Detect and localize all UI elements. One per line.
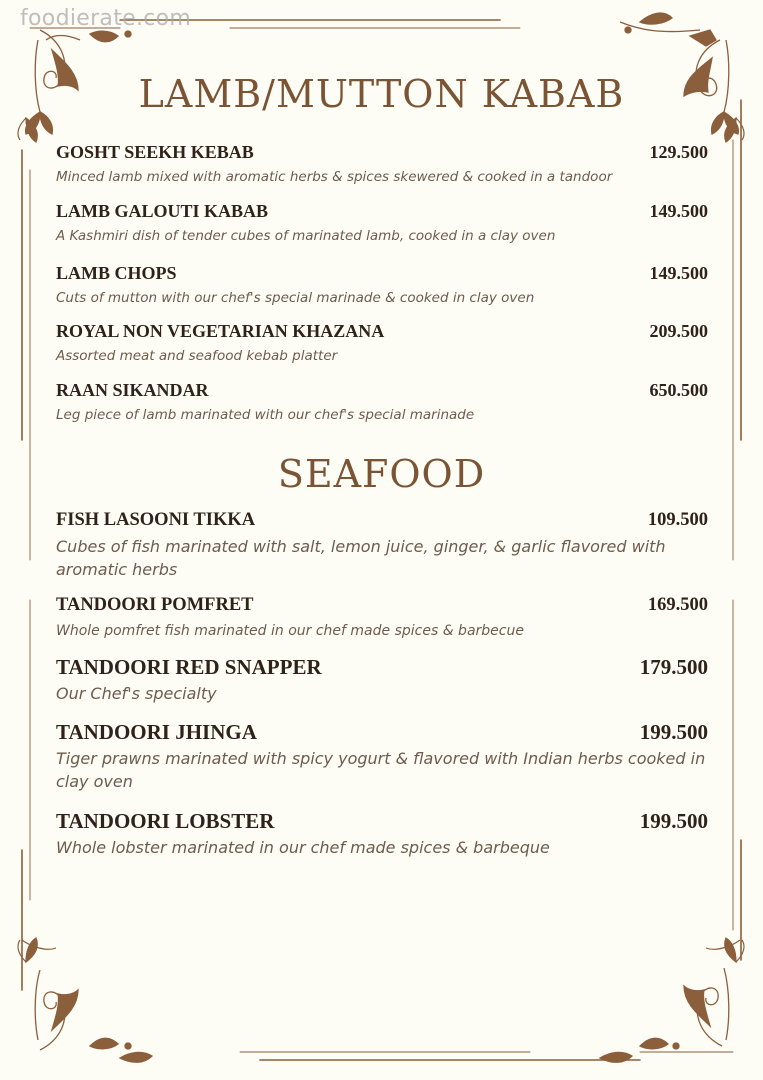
menu-item xyxy=(56,263,708,307)
item-description: Leg piece of lamb marinated with our chef's special marinade xyxy=(56,407,475,423)
menu-item xyxy=(56,380,708,424)
item-name: TANDOORI POMFRET xyxy=(56,595,254,615)
menu-item xyxy=(56,510,708,581)
menu-item xyxy=(56,655,708,705)
watermark-text: foodierate.com xyxy=(20,6,192,31)
item-description: Whole pomfret fish marinated in our chef made spices & barbecue xyxy=(56,623,524,639)
item-description: Tiger prawns marinated with spicy yogurt & flavored with Indian herbs cooked in clay oven xyxy=(56,749,706,791)
item-price: 149.500 xyxy=(649,263,708,283)
item-price: 209.500 xyxy=(649,321,708,341)
menu-item xyxy=(56,720,708,793)
item-name: LAMB GALOUTI KABAB xyxy=(56,201,269,221)
item-description: Minced lamb mixed with aromatic herbs & spices skewered & cooked in a tandoor xyxy=(56,169,613,185)
item-description: Cuts of mutton with our chef's special marinade & cooked in clay oven xyxy=(56,290,535,306)
side-ornament-left xyxy=(18,118,56,962)
item-description: Assorted meat and seafood kebab platter xyxy=(56,348,338,364)
item-name: ROYAL NON VEGETARIAN KHAZANA xyxy=(56,321,385,341)
item-description: Cubes of fish marinated with salt, lemon juice, ginger, & garlic flavored with aromatic herbs xyxy=(56,537,666,579)
section-title-seafood: SEAFOOD xyxy=(277,452,486,496)
item-price: 169.500 xyxy=(647,595,708,615)
menu-item xyxy=(56,595,708,640)
item-price: 129.500 xyxy=(649,142,708,162)
menu-item xyxy=(56,142,708,186)
item-name: TANDOORI JHINGA xyxy=(56,720,257,744)
item-price: 650.500 xyxy=(649,380,708,400)
item-name: RAAN SIKANDAR xyxy=(56,380,209,400)
corner-ornament-bottom-right xyxy=(600,968,729,1062)
item-name: TANDOORI LOBSTER xyxy=(56,809,275,833)
item-price: 179.500 xyxy=(639,655,708,679)
item-price: 109.500 xyxy=(647,510,708,530)
item-name: LAMB CHOPS xyxy=(56,263,177,283)
section-title-lamb-mutton-kabab: LAMB/MUTTON KABAB xyxy=(138,72,625,116)
menu-item xyxy=(56,809,708,859)
item-name: FISH LASOONI TIKKA xyxy=(56,510,256,530)
corner-ornament-bottom-left xyxy=(35,970,152,1062)
item-price: 149.500 xyxy=(649,201,708,221)
item-description: Our Chef's specialty xyxy=(56,684,217,703)
side-ornament-right xyxy=(706,118,744,962)
menu-item xyxy=(56,321,708,365)
item-description: Whole lobster marinated in our chef made spices & barbeque xyxy=(56,838,550,857)
item-name: GOSHT SEEKH KEBAB xyxy=(56,142,254,162)
item-price: 199.500 xyxy=(639,809,708,833)
item-price: 199.500 xyxy=(639,720,708,744)
item-name: TANDOORI RED SNAPPER xyxy=(56,655,322,679)
item-description: A Kashmiri dish of tender cubes of marinated lamb, cooked in a clay oven xyxy=(56,228,556,244)
menu-item xyxy=(56,201,708,245)
